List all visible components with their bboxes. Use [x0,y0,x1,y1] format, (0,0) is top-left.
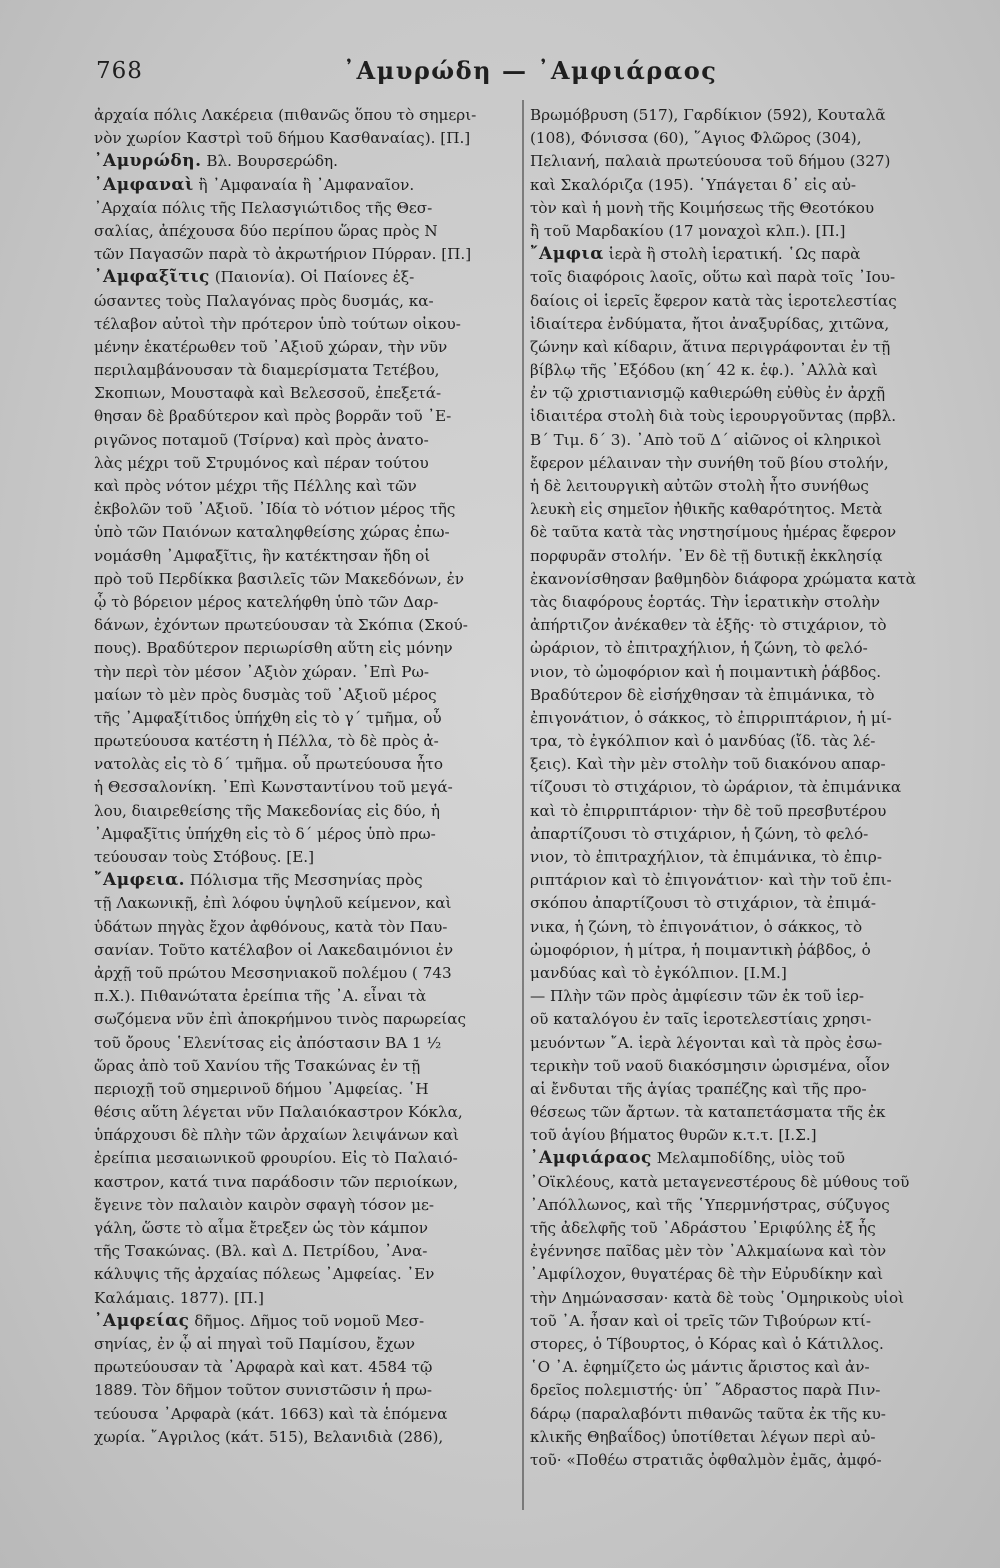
line-text: κλικῆς Θηβαΐδος) ὑποτίθεται λέγων περὶ αὐ- [530,1427,876,1446]
text-line [530,591,946,614]
text-line [94,614,510,637]
line-text: ἀπαρτίζουσι τὸ στιχάριον, ἡ ζώνη, τὸ φελό- [530,824,869,843]
line-text: ζώνην καὶ κίδαριν, ἅτινα περιγράφονται ἐν τῇ [530,337,891,356]
line-text: δρεῖος πολεμιστής· ὑπ᾿ ῎Αδραστος παρὰ Πιν- [530,1381,881,1400]
text-line [530,753,946,776]
text-line [530,985,946,1008]
entry-line [530,1147,946,1170]
text-line [94,776,510,799]
entry-headword: ῎Αμφεια. [94,870,186,891]
text-line [530,1217,946,1240]
entry-line [530,243,946,266]
line-text: ῾Ο ᾿Α. ἐφημίζετο ὡς μάντις ἄριστος καὶ ἀν- [530,1358,870,1377]
text-line [530,1101,946,1124]
left-column [94,104,510,1449]
text-line [530,1124,946,1147]
line-text: ἐρείπια μεσαιωνικοῦ φρουρίου. Εἰς τὸ Παλαιό- [94,1149,458,1168]
entry-headword: ᾿Αμφιάραος [530,1148,652,1169]
text-line [530,962,946,985]
line-text: ὠράριον, τὸ ἐπιτραχήλιον, ἡ ζώνη, τὸ φελό- [530,639,868,658]
line-text: ἢ ᾿Αμφαναία ἢ ᾿Αμφαναῖον. [193,175,415,194]
text-line [530,452,946,475]
line-text: τερικὴν τοῦ ναοῦ διακόσμησιν ὡρισμένα, οἷον [530,1056,890,1075]
line-text: — Πλὴν τῶν πρὸς ἀμφίεσιν τῶν ἐκ τοῦ ἱερ- [530,987,865,1006]
text-line [94,1008,510,1031]
line-text: Καλάμαις. 1877). [Π.] [94,1288,264,1307]
line-text: ξεις). Καὶ τὴν μὲν στολὴν τοῦ διακόνου απαρ- [530,755,886,774]
line-text: τίζουσι τὸ στιχάριον, τὸ ὠράριον, τὰ ἐπιμάνικα [530,778,902,797]
entry-line [94,174,510,197]
line-text: ἔφερον μέλαιναν τὴν συνήθη τοῦ βίου στολήν, [530,453,889,472]
column-divider [522,100,524,1510]
text-line [530,1449,946,1472]
text-line [530,776,946,799]
text-line [94,892,510,915]
text-line [94,1240,510,1263]
line-text: δάρῳ (παραλαβόντι πιθανῶς ταῦτα ἐκ τῆς κυ- [530,1404,886,1423]
line-text: δαίοις οἱ ἱερεῖς ἔφερον κατὰ τὰς ἱεροτελεστίας [530,291,897,310]
text-line [530,637,946,660]
text-line [94,1356,510,1379]
line-text: ἔγεινε τὸν παλαιὸν καιρὸν σφαγὴ τόσον με- [94,1195,434,1214]
text-line [530,1356,946,1379]
text-line [530,1379,946,1402]
line-text: σανίαν. Τοῦτο κατέλαβον οἱ Λακεδαιμόνιοι ἐν [94,940,454,959]
line-text: τῆς Τσακώνας. (Βλ. καὶ Δ. Πετρίδου, ᾿Ανα- [94,1242,428,1261]
text-line [94,1032,510,1055]
entry-headword: ᾿Αμφαξῖτις [94,267,210,288]
line-text: σηνίας, ἐν ᾧ αἱ πηγαὶ τοῦ Παμίσου, ἔχων [94,1334,416,1353]
line-text: τῆς ἀδελφῆς τοῦ ᾿Αδράστου ᾿Εριφύλης ἐξ ἧς [530,1219,876,1237]
text-line [530,127,946,150]
text-line [530,916,946,939]
line-text: ἐπιγονάτιον, ὁ σάκκος, τὸ ἐπιρριπτάριον, ἡ μί- [530,708,892,727]
line-text: ᾿Αμφίλοχον, θυγατέρας δὲ τὴν Εὐρυδίκην καὶ [530,1265,884,1284]
line-text: ἀπήρτιζον ἀνέκαθεν τὰ ἑξῆς· τὸ στιχάριον, τὸ [530,616,887,635]
text-line [94,1124,510,1147]
text-line [530,498,946,521]
text-line [530,313,946,336]
entry-line [94,1310,510,1333]
line-text: ᾧ τὸ βόρειον μέρος κατελήφθη ὑπὸ τῶν Δαρ- [94,592,439,611]
entry-line [94,266,510,289]
line-text: ὑδάτων πηγὰς ἔχον ἀφθόνους, κατὰ τὸν Παυ- [94,917,448,936]
line-text: Μελαμποδίδης, υἱὸς τοῦ [651,1149,845,1168]
text-line [94,753,510,776]
text-line [530,1032,946,1055]
line-text: νιον, τὸ ὠμοφόριον καὶ ἡ ποιμαντικὴ ῥάβδος. [530,662,882,681]
line-text: τῇ Λακωνικῇ, ἐπὶ λόφου ὑψηλοῦ κείμενον, καὶ [94,894,452,913]
line-text: καὶ Σκαλόριζα (195). ῾Υπάγεται δ᾿ εἰς αὐ- [530,175,857,194]
line-text: νομάσθη ᾿Αμφαξῖτις, ἣν κατέκτησαν ἤδη οἱ [94,546,431,565]
text-line [94,313,510,336]
text-line [94,1055,510,1078]
text-line [94,336,510,359]
text-line [530,220,946,243]
line-text: πους). Βραδύτερον περιωρίσθη αὕτη εἰς μόνην [94,639,453,658]
line-text: ὠμοφόριον, ἡ μίτρα, ἡ ποιμαντικὴ ῥάβδος, ὁ [530,940,871,959]
line-text: κάλυψις τῆς ἀρχαίας πόλεως ᾿Αμφείας. ᾿Εν [94,1265,435,1284]
text-line [530,174,946,197]
text-line [94,1263,510,1286]
line-text: νατολὰς εἰς τὸ δ´ τμῆμα. οὗ πρωτεύουσα ἦτο [94,755,443,774]
line-text: περιλαμβάνουσαν τὰ διαμερίσματα Τετέβου, [94,361,440,380]
text-line [530,1287,946,1310]
page-header [0,58,1000,98]
text-line [94,359,510,382]
entry-headword: ῎Αμφια [530,244,604,265]
line-text: νιον, τὸ ἐπιτραχήλιον, τὰ ἐπιμάνικα, τὸ ἐπιρ- [530,848,882,866]
text-line [530,382,946,405]
line-text: ἐν τῷ χριστιανισμῷ καθιερώθη εὐθὺς ἐν ἀρχῇ [530,384,886,403]
line-text: καστρον, κατά τινα παράδοσιν τῶν περιοίκων, [94,1172,459,1191]
entry-headword: ᾿Αμυρώδη. [94,151,202,172]
line-text: Βραδύτερον δὲ εἰσήχθησαν τὰ ἐπιμάνικα, τὸ [530,685,875,704]
text-line [94,568,510,591]
text-line [94,684,510,707]
line-text: ὑπὸ τῶν Παιόνων καταληφθείσης χώρας ἐπω- [94,523,450,542]
line-text: τρα, τὸ ἐγκόλπιον καὶ ὁ μανδύας (ἴδ. τὰς λέ- [530,732,876,751]
page-number: 768 [96,58,143,84]
line-text: Βλ. Βουρσερώδη. [201,152,338,171]
line-text: Β´ Τιμ. δ´ 3). ᾿Απὸ τοῦ Δ´ αἰῶνος οἱ κληρικοὶ [530,430,882,449]
line-text: μανδύας καὶ τὸ ἐγκόλπιον. [Ι.Μ.] [530,963,787,982]
line-text: ώσαντες τοὺς Παλαγόνας πρὸς δυσμάς, κα- [94,291,434,310]
line-text: τοῦ ᾿Α. ἦσαν καὶ οἱ τρεῖς τῶν Τιβούρων κτί- [530,1311,871,1330]
line-text: τέλαβον αὐτοὶ τὴν πρότερον ὑπὸ τούτων οἰκου- [94,314,461,333]
line-text: ἀρχαία πόλις Λακέρεια (πιθανῶς ὅπου τὸ σημερι- [94,106,477,124]
running-title: ᾿Αμυρώδη — ᾿Αμφιάραος [343,56,718,85]
text-line [530,939,946,962]
line-text: ἐκβολῶν τοῦ ᾿Αξιοῦ. ᾿Ιδία τὸ νότιον μέρος τῆς [94,500,456,519]
text-line [94,1217,510,1240]
line-text: Βρωμόβρυση (517), Γαρδίκιον (592), Κουταλᾶ [530,106,886,124]
text-line [94,243,510,266]
text-line [94,1287,510,1310]
line-text: μευόντων ῎Α. ἱερὰ λέγονται καὶ τὰ πρὸς ἐσω- [530,1033,883,1052]
line-text: (Παιονία). Οἱ Παίονες ἐξ- [209,268,415,287]
line-text: ᾿Απόλλωνος, καὶ τῆς ῾Υπερμνήστρας, σύζυγος [530,1195,890,1214]
line-text: ὥρας ἀπὸ τοῦ Χανίου τῆς Τσακώνας ἐν τῇ [94,1056,421,1075]
text-line [530,197,946,220]
line-text: π.Χ.). Πιθανώτατα ἐρείπια τῆς ᾿Α. εἶναι τὰ [94,987,427,1006]
text-line [530,150,946,173]
text-line [94,1403,510,1426]
text-line [94,637,510,660]
line-text: μένην ἑκατέρωθεν τοῦ ᾿Αξιοῦ χώραν, τὴν νῦν [94,337,448,356]
entry-headword: ᾿Αμφαναὶ [94,174,194,195]
line-text: λὰς μέχρι τοῦ Στρυμόνος καὶ πέραν τούτου [94,453,429,472]
text-line [530,475,946,498]
text-line [94,661,510,684]
text-line [530,405,946,428]
line-text: λου, διαιρεθείσης τῆς Μακεδονίας εἰς δύο, ἡ [94,801,441,820]
text-line [530,266,946,289]
text-line [530,707,946,730]
line-text: τῶν Παγασῶν παρὰ τὸ ἀκρωτήριον Πύρραν. [Π.] [94,245,472,264]
text-line [94,521,510,544]
text-line [94,962,510,985]
text-line [94,707,510,730]
line-text: ᾿Οϊκλέους, κατὰ μεταγενεστέρους δὲ μύθους τοῦ [530,1172,910,1191]
line-text: δὲ ταῦτα κατὰ τὰς νηστησίμους ἡμέρας ἔφερον [530,523,897,542]
text-line [94,1078,510,1101]
text-line [530,892,946,915]
line-text: ἰδιαιτέρα στολὴ διὰ τοὺς ἱερουργοῦντας (πρβλ. [530,407,897,426]
text-line [530,1263,946,1286]
line-text: ἡ δὲ λειτουργικὴ αὐτῶν στολὴ ἦτο συνήθως [530,477,869,495]
text-line [530,1008,946,1031]
line-text: τὴν περὶ τὸν μέσον ᾿Αξιὸν χώραν. ᾿Επὶ Ρω- [94,662,429,681]
line-text: μαίων τὸ μὲν πρὸς δυσμὰς τοῦ ᾿Αξιοῦ μέρος [94,685,437,704]
text-line [530,730,946,753]
text-line [94,382,510,405]
line-text: 1889. Τὸν δῆμον τοῦτον συνιστῶσιν ἡ πρω- [94,1381,433,1400]
text-line [530,684,946,707]
line-text: νικα, ἡ ζώνη, τὸ ἐπιγονάτιον, ὁ σάκκος, τὸ [530,917,863,936]
line-text: χωρία. ῎Αγριλος (κάτ. 515), Βελανιδιὰ (286), [94,1427,444,1446]
line-text: θέσεως τῶν ἄρτων. τὰ καταπετάσματα τῆς ἐκ [530,1103,886,1122]
line-text: ἰδιαίτερα ἐνδύματα, ἤτοι ἀναξυρίδας, χιτῶνα, [530,314,890,333]
text-line [530,661,946,684]
line-text: τὸν καὶ ἡ μονὴ τῆς Κοιμήσεως τῆς Θεοτόκου [530,198,875,217]
line-text: σαλίας, ἀπέχουσα δύο περίπου ὥρας πρὸς Ν [94,221,438,240]
text-line [530,1078,946,1101]
text-line [94,1333,510,1356]
line-text: δάνων, ἐχόντων πρωτεύουσαν τὰ Σκόπια (Σκού- [94,616,468,635]
text-line [94,498,510,521]
line-text: Σκοπιων, Μουσταφὰ καὶ Βελεσσοῦ, ἐπεξετά- [94,384,442,403]
text-line [530,1194,946,1217]
text-line [94,730,510,753]
line-text: θέσις αὕτη λέγεται νῦν Παλαιόκαστρον Κόκλα, [94,1103,463,1122]
text-line [530,1426,946,1449]
text-line [530,846,946,869]
text-line [94,127,510,150]
line-text: τὰς διαφόρους ἑορτάς. Τὴν ἱερατικὴν στολὴν [530,592,880,611]
text-line [94,1147,510,1170]
line-text: τοῖς διαφόροις λαοῖς, οὕτω καὶ παρὰ τοῖς ᾿Ιου- [530,268,896,287]
line-text: τεύουσαν τοὺς Στόβους. [Ε.] [94,848,315,866]
line-text: σκόπου ἀπαρτίζουσι τὸ στιχάριον, τὰ ἐπιμά- [530,894,877,913]
text-line [530,614,946,637]
line-text: ἀρχῇ τοῦ πρώτου Μεσσηνιακοῦ πολέμου ( 743 [94,963,452,982]
text-line [530,1333,946,1356]
text-line [94,475,510,498]
line-text: δῆμος. Δῆμος τοῦ νομοῦ Μεσ- [189,1311,425,1330]
text-line [94,823,510,846]
line-text: πρωτεύουσαν τὰ ᾿Αρφαρὰ καὶ κατ. 4584 τῷ [94,1358,433,1377]
text-line [94,1101,510,1124]
line-text: τῆς ᾿Αμφαξίτιδος ὑπήχθη εἰς τὸ γ´ τμῆμα, οὗ [94,708,442,727]
text-line [94,290,510,313]
text-line [530,1403,946,1426]
text-line [530,359,946,382]
line-text: ἡ Θεσσαλονίκη. ᾿Επὶ Κωνσταντίνου τοῦ μεγά- [94,778,453,797]
text-line [530,823,946,846]
text-line [94,220,510,243]
line-text: γάλη, ὥστε τὸ αἷμα ἔτρεξεν ὡς τὸν κάμπον [94,1219,429,1237]
text-line [530,545,946,568]
line-text: τοῦ· «Ποθέω στρατιᾶς ὀφθαλμὸν ἐμᾶς, ἀμφό- [530,1450,882,1469]
text-line [530,1240,946,1263]
text-line [94,429,510,452]
text-line [94,452,510,475]
line-text: θησαν δὲ βραδύτερον καὶ πρὸς βορρᾶν τοῦ ᾿Ε- [94,407,452,426]
line-text: πορφυρᾶν στολήν. ᾿Εν δὲ τῇ δυτικῇ ἐκκλησίᾳ [530,546,883,565]
entry-line [94,869,510,892]
text-line [530,1310,946,1333]
text-line [94,104,510,127]
text-line [530,1171,946,1194]
text-line [94,916,510,939]
text-line [94,800,510,823]
line-text: νὸν χωρίον Καστρὶ τοῦ δήμου Κασθαναίας). [Π.] [94,129,471,148]
text-line [94,985,510,1008]
line-text: λευκὴ εἰς σημεῖον ἠθικῆς καθαρότητος. Μετὰ [530,500,883,519]
line-text: Πελιανή, παλαιὰ πρωτεύουσα τοῦ δήμου (327) [530,152,891,171]
text-line [94,591,510,614]
text-line [94,405,510,428]
text-line [94,1426,510,1449]
line-text: στορες, ὁ Τίβουρτος, ὁ Κόρας καὶ ὁ Κάτιλλος. [530,1334,884,1353]
line-text: βίβλῳ τῆς ᾿Εξόδου (κη´ 42 κ. ἑφ.). ᾿Αλλὰ καὶ [530,361,878,380]
entry-headword: ᾿Αμφείας [94,1310,190,1331]
text-line [530,336,946,359]
text-line [94,545,510,568]
text-line [94,939,510,962]
line-text: τὴν Δημώνασσαν· κατὰ δὲ τοὺς ῾Ομηρικοὺς υἱοὶ [530,1288,905,1307]
line-text: ᾿Αμφαξῖτις ὑπήχθη εἰς τὸ δ´ μέρος ὑπὸ πρω- [94,824,436,843]
line-text: (108), Φόνισσα (60), ῞Αγιος Φλῶρος (304), [530,129,862,148]
line-text: οῦ καταλόγου ἐν ταῖς ἱεροτελεστίαις χρησι- [530,1010,872,1029]
text-line [94,1194,510,1217]
text-line [530,521,946,544]
text-line [530,869,946,892]
line-text: ᾿Αρχαία πόλις τῆς Πελασγιώτιδος τῆς Θεσ- [94,198,433,217]
text-line [530,290,946,313]
line-text: Πόλισμα τῆς Μεσσηνίας πρὸς [185,871,423,890]
line-text: ἐγέννησε παῖδας μὲν τὸν ᾿Αλκμαίωνα καὶ τὸν [530,1242,887,1261]
line-text: ἐκανονίσθησαν βαθμηδὸν διάφορα χρώματα κατὰ [530,569,916,588]
line-text: πρωτεύουσα κατέστη ἡ Πέλλα, τὸ δὲ πρὸς ἀ- [94,732,439,751]
line-text: τοῦ ἁγίου βήματος θυρῶν κ.τ.τ. [Ι.Σ.] [530,1126,817,1145]
line-text: τοῦ ὄρους ῾Ελενίτσας εἰς ἀπόστασιν ΒΑ 1 ½ [94,1033,442,1052]
text-line [530,104,946,127]
line-text: ἢ τοῦ Μαρδακίου (17 μοναχοὶ κλπ.). [Π.] [530,221,846,240]
text-line [94,1171,510,1194]
text-line [94,197,510,220]
line-text: ὑπάρχουσι δὲ πλὴν τῶν ἀρχαίων λειψάνων καὶ [94,1126,459,1145]
line-text: καὶ πρὸς νότον μέχρι τῆς Πέλλης καὶ τῶν [94,477,417,495]
text-line [530,568,946,591]
line-text: πρὸ τοῦ Περδίκκα βασιλεῖς τῶν Μακεδόνων, ἐν [94,569,465,588]
right-column [530,104,946,1472]
text-line [530,429,946,452]
line-text: ριγῶνος ποταμοῦ (Τσίρνα) καὶ πρὸς ἀνατο- [94,430,429,449]
line-text: σωζόμενα νῦν ἐπὶ ἀποκρήμνου τινὸς παρωρείας [94,1010,466,1029]
text-line [94,1379,510,1402]
text-line [530,800,946,823]
text-line [94,846,510,869]
entry-line [94,150,510,173]
line-text: αἱ ἔνδυται τῆς ἁγίας τραπέζης καὶ τῆς προ- [530,1079,867,1098]
line-text: περιοχῇ τοῦ σημερινοῦ δήμου ᾿Αμφείας. ῾Η [94,1079,429,1098]
line-text: ριπτάριον καὶ τὸ ἐπιγονάτιον· καὶ τὴν τοῦ ἐπι- [530,871,892,890]
line-text: τεύουσα ᾿Αρφαρὰ (κάτ. 1663) καὶ τὰ ἑπόμενα [94,1404,448,1423]
line-text: ἱερὰ ἢ στολὴ ἱερατική. ῾Ως παρὰ [603,245,861,264]
text-line [530,1055,946,1078]
line-text: καὶ τὸ ἐπιρριπτάριον· τὴν δὲ τοῦ πρεσβυτέρου [530,801,887,820]
